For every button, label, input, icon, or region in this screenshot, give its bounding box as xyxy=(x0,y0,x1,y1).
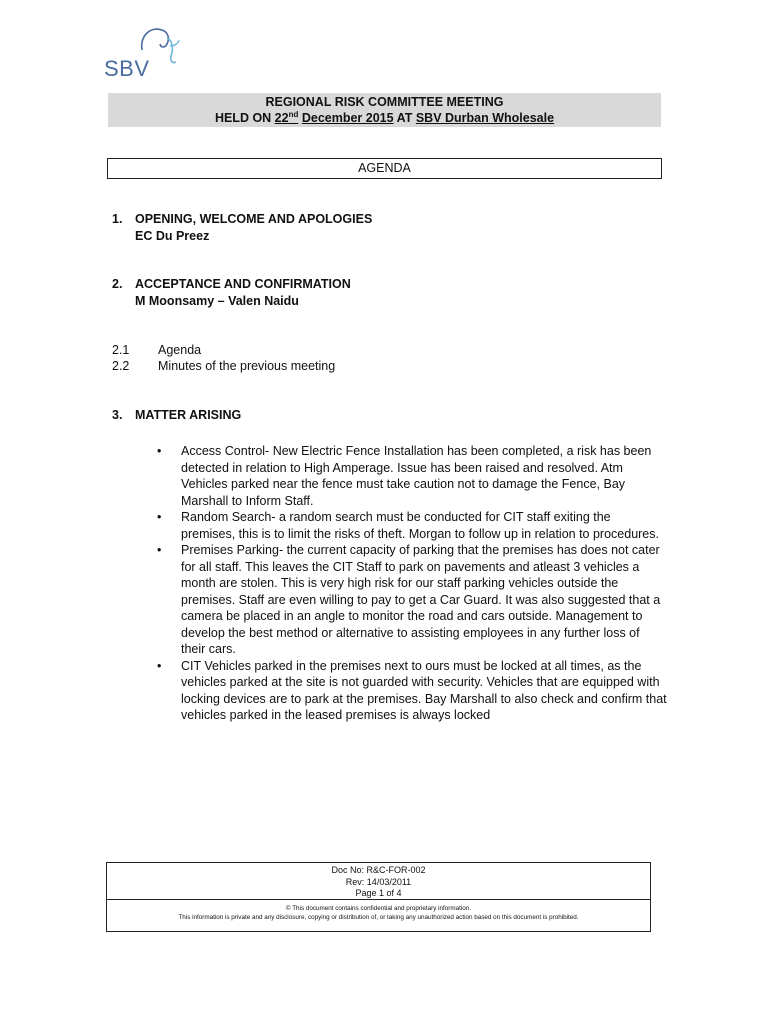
bullet-icon: • xyxy=(157,510,162,524)
meeting-title: REGIONAL RISK COMMITTEE MEETING xyxy=(265,95,504,109)
sub-item-label: Minutes of the previous meeting xyxy=(158,359,336,373)
bullet-icon: • xyxy=(157,543,162,557)
list-item xyxy=(155,658,667,724)
sub-item-number: 2.2 xyxy=(112,359,130,373)
footer-doc-info xyxy=(107,863,650,900)
list-item xyxy=(155,443,667,509)
section-presenter: EC Du Preez xyxy=(135,229,210,243)
held-on-label: HELD ON xyxy=(214,111,272,125)
doc-number: Doc No: R&C-FOR-002 xyxy=(331,865,426,875)
sub-item-label: Agenda xyxy=(158,343,202,357)
bullet-icon: • xyxy=(157,444,162,458)
disclaimer-notice: This information is private and any disclosure, copying or distribution of, or taking any unauthorized action based on this document is prohibited. xyxy=(178,914,579,921)
date-day: 22 xyxy=(274,111,289,125)
footer-notice xyxy=(107,900,650,922)
section-title: MATTER ARISING xyxy=(135,408,242,422)
document-footer xyxy=(106,862,651,932)
section-matter-arising xyxy=(112,407,241,424)
revision: Rev: 14/03/2011 xyxy=(345,876,412,887)
logo-text: SBV xyxy=(104,56,150,81)
list-item-text: Premises Parking- the current capacity of parking that the premises has does not cater for all staff. This leaves the CIT Staff to park on pavements and atleast 3 vehicles a month are stolen. This is very high risk for our staff parking vehicles outside the premises. Staff are even willing to pay to get a Car Guard. It was also suggested that a camera be placed in an angle to monitor the road and cars outside. Management to develop the best method or alternative to assisting employees in any further loss of their cars. xyxy=(181,543,661,656)
meeting-date-line xyxy=(108,110,661,126)
bullet-icon: • xyxy=(157,658,162,673)
date-rest: December 2015 xyxy=(301,111,394,125)
section-title: OPENING, WELCOME AND APOLOGIES xyxy=(135,212,373,226)
meeting-location: SBV Durban Wholesale xyxy=(415,111,555,125)
list-item xyxy=(155,542,667,658)
date-suffix: nd xyxy=(288,109,299,119)
section-acceptance xyxy=(112,276,351,310)
section-number: 3. xyxy=(112,408,123,422)
list-item-text: Access Control- New Electric Fence Installation has been completed, a risk has been detected in relation to High Amperage. Issue has been raised and resolved. Atm Vehicles parked near the fence must take caution not to damage the Fence, Bay Marshall to Inform Staff. xyxy=(181,444,652,508)
at-label: AT xyxy=(396,111,413,125)
elephant-icon xyxy=(134,24,182,68)
list-item xyxy=(155,509,667,542)
sub-item-agenda xyxy=(112,342,201,359)
section-number: 2. xyxy=(112,277,123,291)
meeting-title-banner xyxy=(108,93,661,127)
list-item-text: CIT Vehicles parked in the premises next to ours must be locked at all times, as the vehicles parked at the site is not guarded with security. Vehicles that are equipped with locking devices are to park at the premises. Bay Marshall to also check and confirm that vehicles parked in the leased premises is always locked xyxy=(181,658,667,722)
list-item-text: Random Search- a random search must be conducted for CIT staff exiting the premises, this is to limit the risks of theft. Morgan to follow up in relation to procedures. xyxy=(181,510,659,541)
section-opening xyxy=(112,211,372,245)
section-number: 1. xyxy=(112,212,123,226)
matter-arising-list xyxy=(155,443,667,724)
page-number: Page 1 of 4 xyxy=(355,888,402,898)
sub-item-number: 2.1 xyxy=(112,343,130,357)
agenda-heading: AGENDA xyxy=(107,158,662,179)
confidential-notice: © This document contains confidential and proprietary information. xyxy=(285,905,472,912)
sub-item-minutes xyxy=(112,358,335,375)
section-presenter: M Moonsamy – Valen Naidu xyxy=(135,294,299,308)
section-title: ACCEPTANCE AND CONFIRMATION xyxy=(135,277,351,291)
sbv-logo xyxy=(104,24,188,82)
